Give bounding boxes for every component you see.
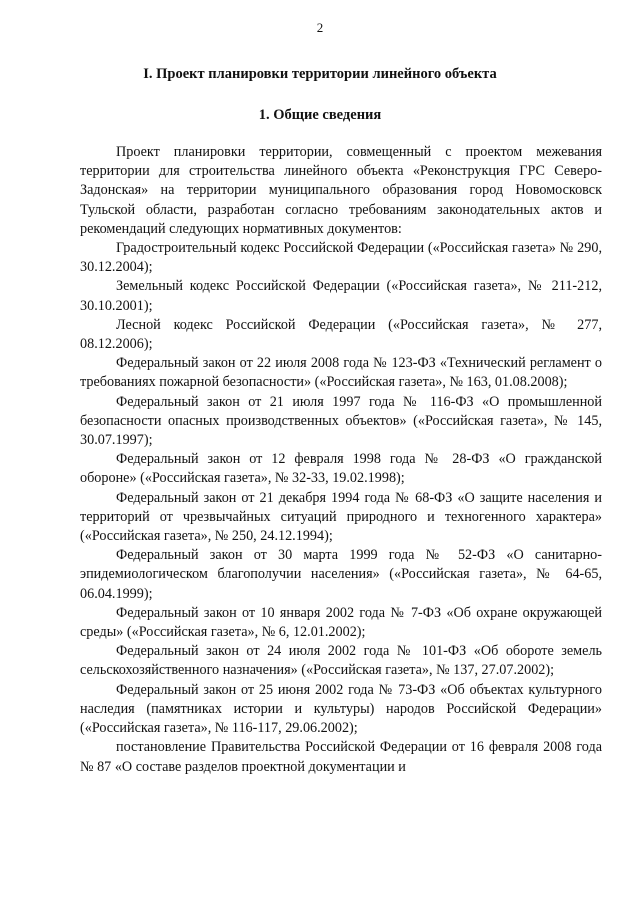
body-text (80, 143, 602, 777)
list-item-law-73: Федеральный закон от 25 июня 2002 года № 73-ФЗ «Об объектах культурного наследия (памятниках истории и культуры) народов Российской Федерации» («Российская газета», № 116-117, 29.06.2002); (80, 681, 602, 737)
list-item-forest-code: Лесной кодекс Российской Федерации («Российская газета», № 277, 08.12.2006); (80, 316, 602, 353)
section-heading: I. Проект планировки территории линейного объекта (143, 66, 497, 82)
list-item-land-code: Земельный кодекс Российской Федерации («Российская газета», № 211-212, 30.10.2001); (80, 278, 602, 314)
list-item-law-101: Федеральный закон от 24 июля 2002 года № 101-ФЗ «Об обороте земель сельскохозяйственного назначения» («Российская газета», № 137, 27.07.2002); (80, 643, 602, 679)
list-item-law-28: Федеральный закон от 12 февраля 1998 года № 28-ФЗ «О гражданской обороне» («Российская газета», № 32-33, 19.02.1998); (80, 451, 602, 487)
list-item-law-68: Федеральный закон от 21 декабря 1994 года № 68-ФЗ «О защите населения и территорий от чрезвычайных ситуаций природного и техногенного характера» («Российская газета», № 250, 24.12.1994); (80, 489, 602, 545)
subsection-heading: 1. Общие сведения (258, 107, 382, 123)
list-item-law-123: Федеральный закон от 22 июля 2008 года № 123-ФЗ «Технический регламент о требованиях пожарной безопасности» («Российская газета», № 163, 01.08.2008); (80, 355, 602, 391)
list-item-law-7: Федеральный закон от 10 января 2002 года № 7-ФЗ «Об охране окружающей среды» («Российская газета», № 6, 12.01.2002); (80, 604, 602, 641)
list-item-law-52: Федеральный закон от 30 марта 1999 года № 52-ФЗ «О санитарно-эпидемиологическом благополучии населения» («Российская газета», № 64-65, 06.04.1999); (80, 547, 602, 602)
list-item-resolution-87: постановление Правительства Российской Федерации от 16 февраля 2008 года № 87 «О составе разделов проектной документации и (80, 739, 602, 775)
list-item-law-116: Федеральный закон от 21 июля 1997 года № 116-ФЗ «О промышленной безопасности опасных производственных объектов» («Российская газета», № 145, 30.07.1997); (80, 393, 602, 449)
list-item-urban-planning-code: Градостроительный кодекс Российской Федерации («Российская газета» № 290, 30.12.2004); (80, 240, 602, 276)
page-number: 2 (316, 20, 324, 35)
intro-paragraph: Проект планировки территории, совмещенный с проектом межевания территории для строительства линейного объекта «Реконструкция ГРС Северо-Задонская» на территории муниципального образования город Новомосковск Тульской области, разработан согласно требованиям законодательных актов и рекомендаций следующих нормативных документов: (80, 144, 602, 237)
